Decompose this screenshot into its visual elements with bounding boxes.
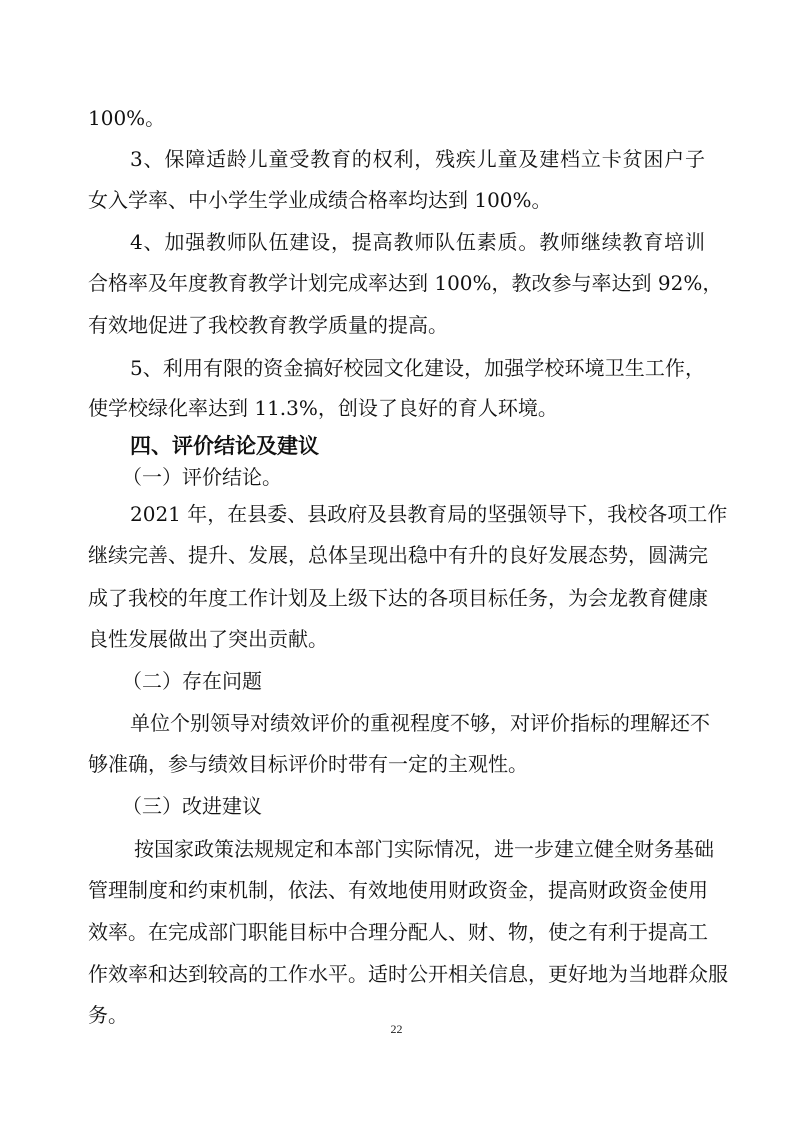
text-line <box>0 353 793 383</box>
text-line <box>0 185 793 215</box>
line-text: 3、保障适龄儿童受教育的权利，残疾儿童及建档立卡贫困户子 <box>130 147 705 171</box>
line-text: 5、利用有限的资金搞好校园文化建设，加强学校环境卫生工作， <box>130 356 705 380</box>
text-line <box>0 624 793 654</box>
subsection-heading-text: （一）评价结论。 <box>122 465 282 489</box>
text-line <box>0 393 793 423</box>
subsection-heading-text: （三）改进建议 <box>122 794 262 818</box>
line-text: 100%。 <box>88 106 166 130</box>
line-text: 务。 <box>88 1003 128 1027</box>
line-text: 按国家政策法规规定和本部门实际情况，进一步建立健全财务基础 <box>134 837 714 861</box>
text-line <box>0 268 793 298</box>
line-text: 使学校绿化率达到 11.3%，创设了良好的育人环境。 <box>88 396 558 420</box>
line-text: 良性发展做出了突出贡献。 <box>88 627 328 651</box>
section-heading-text: 四、评价结论及建议 <box>130 434 319 458</box>
text-line <box>0 540 793 570</box>
subsection-heading <box>0 462 793 492</box>
line-text: 管理制度和约束机制，依法、有效地使用财政资金，提高财政资金使用 <box>88 878 708 902</box>
text-line <box>0 875 793 905</box>
subsection-heading <box>0 791 793 821</box>
text-line <box>0 708 793 738</box>
line-text: 成了我校的年度工作计划及上级下达的各项目标任务，为会龙教育健康 <box>88 586 708 610</box>
text-line <box>0 959 793 989</box>
text-line <box>0 103 793 133</box>
text-line <box>0 227 793 257</box>
text-line <box>0 499 793 529</box>
line-text: 单位个别领导对绩效评价的重视程度不够，对评价指标的理解还不 <box>130 711 710 735</box>
subsection-heading-text: （二）存在问题 <box>122 669 262 693</box>
line-text: 2021 年，在县委、县政府及县教育局的坚强领导下，我校各项工作 <box>130 502 728 526</box>
text-line <box>0 310 793 340</box>
section-heading <box>0 431 793 461</box>
line-text: 够准确，参与绩效目标评价时带有一定的主观性。 <box>88 752 528 776</box>
line-text: 效率。在完成部门职能目标中合理分配人、财、物，使之有利于提高工 <box>88 920 708 944</box>
text-line <box>0 749 793 779</box>
text-line <box>0 583 793 613</box>
page-number: 22 <box>390 1022 403 1036</box>
line-text: 合格率及年度教育教学计划完成率达到 100%，教改参与率达到 92%， <box>88 271 723 295</box>
line-text: 女入学率、中小学生学业成绩合格率均达到 100%。 <box>88 188 552 212</box>
line-text: 作效率和达到较高的工作水平。适时公开相关信息，更好地为当地群众服 <box>88 962 728 986</box>
text-line <box>0 834 793 864</box>
text-line <box>0 917 793 947</box>
text-line <box>0 144 793 174</box>
line-text: 继续完善、提升、发展，总体呈现出稳中有升的良好发展态势，圆满完 <box>88 543 708 567</box>
line-text: 有效地促进了我校教育教学质量的提高。 <box>88 313 448 337</box>
subsection-heading <box>0 666 793 696</box>
line-text: 4、加强教师队伍建设，提高教师队伍素质。教师继续教育培训 <box>130 230 705 254</box>
